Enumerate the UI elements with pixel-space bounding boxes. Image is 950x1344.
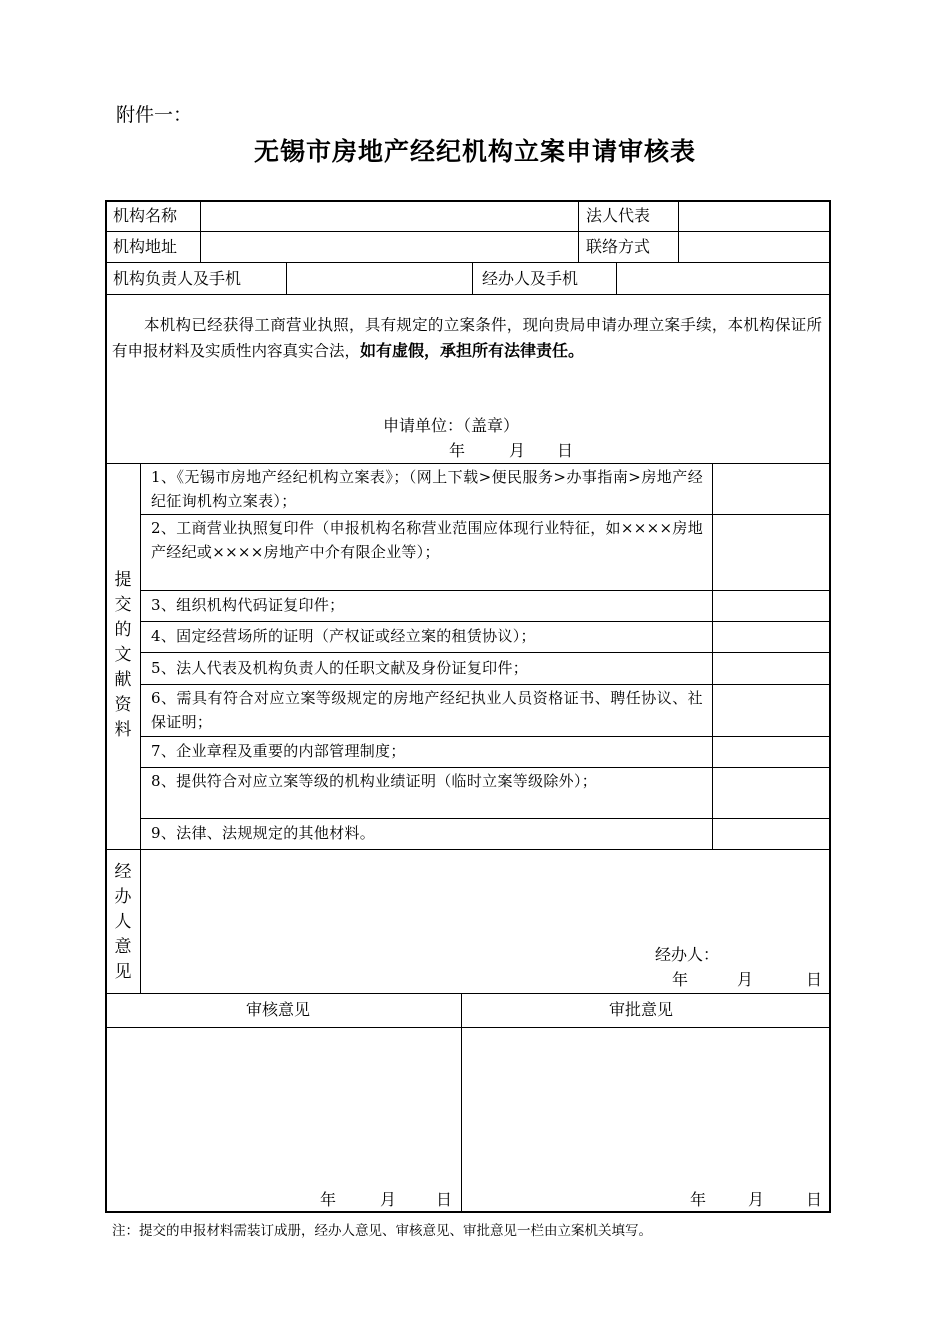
approval-opinion-header: 审批意见 xyxy=(609,1000,674,1019)
applicant-seal-label: 申请单位：（盖章） xyxy=(383,416,520,435)
handler-month: 月 xyxy=(737,970,754,989)
document-item-8: 8、提供符合对应立案等级的机构业绩证明（临时立案等级除外）； xyxy=(151,772,598,790)
handler-year: 年 xyxy=(672,970,689,989)
handler-phone-label: 经办人及手机 xyxy=(482,269,579,288)
declaration-day: 日 xyxy=(557,441,574,460)
approval-month: 月 xyxy=(748,1190,765,1209)
audit-day: 日 xyxy=(436,1190,453,1209)
footnote: 注：提交的申报材料需装订成册，经办人意见、审核意见、审批意见一栏由立案机关填写。 xyxy=(112,1223,652,1239)
declaration-month: 月 xyxy=(509,441,526,460)
org-name-label: 机构名称 xyxy=(113,206,178,225)
attachment-label: 附件一： xyxy=(116,104,193,126)
handler-signature-label: 经办人： xyxy=(655,945,720,964)
audit-year: 年 xyxy=(320,1190,337,1209)
document-item-3: 3、组织机构代码证复印件； xyxy=(151,596,345,614)
declaration-year: 年 xyxy=(449,441,466,460)
document-item-4: 4、固定经营场所的证明（产权证或经立案的租赁协议）； xyxy=(151,627,536,645)
handler-day: 日 xyxy=(806,970,823,989)
declaration-body: 本机构已经获得工商营业执照，具有规定的立案条件，现向贵局申请办理立案手续，本机构保证所有申报材料及实质性内容真实合法， xyxy=(112,316,822,360)
handler-opinion-section-label: 经办人意见 xyxy=(114,862,132,982)
document-item-1: 1、《无锡市房地产经纪机构立案表》；（网上下载>便民服务>办事指南>房地产经纪征询机构立案表）； xyxy=(151,468,703,510)
document-item-2: 2、工商营业执照复印件（申报机构名称营业范围应体现行业特征，如××××房地产经纪或××××房地产中介有限企业等）； xyxy=(151,519,703,561)
document-item-7: 7、企业章程及重要的内部管理制度； xyxy=(151,742,406,760)
document-item-9: 9、法律、法规规定的其他材料。 xyxy=(151,824,376,842)
document-item-6: 6、需具有符合对应立案等级规定的房地产经纪执业人员资格证书、聘任协议、社保证明； xyxy=(151,689,703,731)
declaration-text xyxy=(112,312,822,364)
manager-phone-label: 机构负责人及手机 xyxy=(113,269,242,288)
approval-day: 日 xyxy=(806,1190,823,1209)
page-title: 无锡市房地产经纪机构立案申请审核表 xyxy=(253,137,696,166)
audit-month: 月 xyxy=(380,1190,397,1209)
contact-label: 联络方式 xyxy=(586,237,651,256)
org-address-label: 机构地址 xyxy=(113,237,178,256)
declaration-bold: 如有虚假，承担所有法律责任。 xyxy=(360,341,585,360)
document-item-5: 5、法人代表及机构负责人的任职文献及身份证复印件； xyxy=(151,659,529,677)
documents-section-label: 提交的文献资料 xyxy=(114,570,132,740)
approval-year: 年 xyxy=(690,1190,707,1209)
legal-rep-label: 法人代表 xyxy=(586,206,651,225)
audit-opinion-header: 审核意见 xyxy=(246,1000,311,1019)
